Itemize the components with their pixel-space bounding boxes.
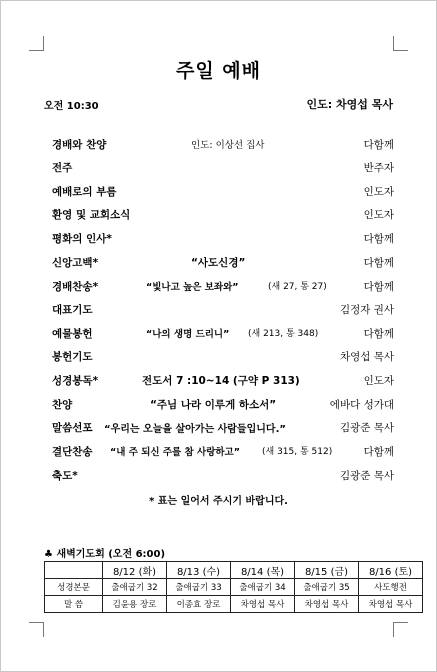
table-header-cell: 8/12 (화) — [103, 562, 167, 579]
order-label: 성경봉독* — [52, 375, 99, 387]
order-row — [52, 137, 394, 155]
page-title: 주일 예배 — [175, 60, 262, 82]
order-who: 반주자 — [363, 162, 394, 174]
order-label: 경배와 찬양 — [52, 139, 107, 151]
order-label: 평화의 인사* — [52, 233, 112, 245]
table-cell: 출애굽기 35 — [295, 579, 359, 596]
order-label: 대표기도 — [52, 304, 93, 316]
table-cell: 출애굽기 33 — [167, 579, 231, 596]
order-who: 다함께 — [363, 139, 394, 151]
order-who: 인도자 — [363, 186, 394, 198]
table-header-cell: 8/13 (수) — [167, 562, 231, 579]
order-hymn-number: (새 315, 통 512) — [262, 447, 333, 457]
order-label: 말씀선포 — [52, 422, 93, 434]
table-cell: 출애굽기 32 — [103, 579, 167, 596]
table-cell: 김윤용 장로 — [103, 596, 167, 613]
order-row — [52, 397, 394, 415]
order-who: 다함께 — [363, 446, 394, 458]
table-cell: 출애굽기 34 — [231, 579, 295, 596]
table-cell: 말 씀 — [45, 596, 103, 613]
order-middle: 인도: 이상선 집사 — [191, 140, 265, 151]
crop-mark-top-right — [393, 36, 408, 51]
order-row — [52, 160, 394, 178]
table-cell: 차영섭 목사 — [295, 596, 359, 613]
order-middle: “주님 나라 이루게 하소서” — [150, 399, 277, 411]
table-header-cell: 8/15 (금) — [295, 562, 359, 579]
order-who: 다함께 — [363, 257, 394, 269]
order-who: 차영섭 목사 — [339, 351, 394, 363]
order-row — [52, 231, 394, 249]
order-row — [52, 444, 394, 462]
order-row — [52, 373, 394, 391]
order-label: 찬양 — [52, 399, 73, 411]
order-middle: “빛나고 높은 보좌와” — [146, 282, 239, 293]
order-who: 김광준 목사 — [339, 470, 394, 482]
order-middle: 전도서 7 :10~14 (구약 P 313) — [142, 375, 300, 387]
order-label: 전주 — [52, 162, 73, 174]
table-header-cell — [45, 562, 103, 579]
order-row — [52, 349, 394, 367]
table-cell: 성경본문 — [45, 579, 103, 596]
standing-note: * 표는 일어서 주시기 바랍니다. — [149, 496, 288, 507]
order-who: 다함께 — [363, 281, 394, 293]
order-label: 환영 및 교회소식 — [52, 209, 131, 221]
order-row — [52, 420, 394, 438]
table-header-row — [45, 562, 423, 579]
order-row — [52, 184, 394, 202]
order-row — [52, 326, 394, 344]
order-row — [52, 279, 394, 297]
order-label: 결단찬송 — [52, 446, 93, 458]
order-who: 다함께 — [363, 328, 394, 340]
table-cell: 사도행전 — [359, 579, 423, 596]
service-leader: 인도: 차영섭 목사 — [306, 98, 393, 111]
crop-mark-bottom-right — [393, 622, 408, 637]
order-middle: “사도신경” — [191, 257, 246, 269]
order-label: 봉헌기도 — [52, 351, 93, 363]
order-hymn-number: (새 27, 통 27) — [268, 282, 327, 292]
order-label: 경배찬송* — [52, 281, 99, 293]
crop-mark-bottom-left — [29, 622, 44, 637]
order-label: 예물봉헌 — [52, 328, 93, 340]
table-cell: 차영섭 목사 — [359, 596, 423, 613]
order-label: 축도* — [52, 470, 78, 482]
dawn-prayer-table — [44, 561, 423, 613]
order-who: 김광준 목사 — [339, 422, 394, 434]
order-middle: “우리는 오늘을 살아가는 사람들입니다.” — [104, 424, 286, 435]
order-who: 인도자 — [363, 375, 394, 387]
table-cell: 이종효 장로 — [167, 596, 231, 613]
table-header-cell: 8/16 (토) — [359, 562, 423, 579]
service-time: 오전 10:30 — [44, 101, 99, 112]
order-who: 에바다 성가대 — [329, 399, 394, 411]
order-middle: “내 주 되신 주를 참 사랑하고” — [110, 447, 240, 458]
order-who: 인도자 — [363, 209, 394, 221]
dawn-prayer-title: ♣ 새벽기도회 (오전 6:00) — [44, 549, 166, 560]
order-label: 예배로의 부름 — [52, 186, 117, 198]
table-header-cell: 8/14 (목) — [231, 562, 295, 579]
order-row — [52, 255, 394, 273]
table-row — [45, 596, 423, 613]
table-cell: 차영섭 목사 — [231, 596, 295, 613]
order-who: 김정자 권사 — [339, 304, 394, 316]
order-row — [52, 302, 394, 320]
table-row — [45, 579, 423, 596]
order-row — [52, 207, 394, 225]
order-middle: “나의 생명 드리니” — [146, 329, 230, 340]
crop-mark-top-left — [29, 36, 44, 51]
order-row — [52, 468, 394, 486]
order-label: 신앙고백* — [52, 257, 99, 269]
order-who: 다함께 — [363, 233, 394, 245]
order-hymn-number: (새 213, 통 348) — [248, 329, 319, 339]
